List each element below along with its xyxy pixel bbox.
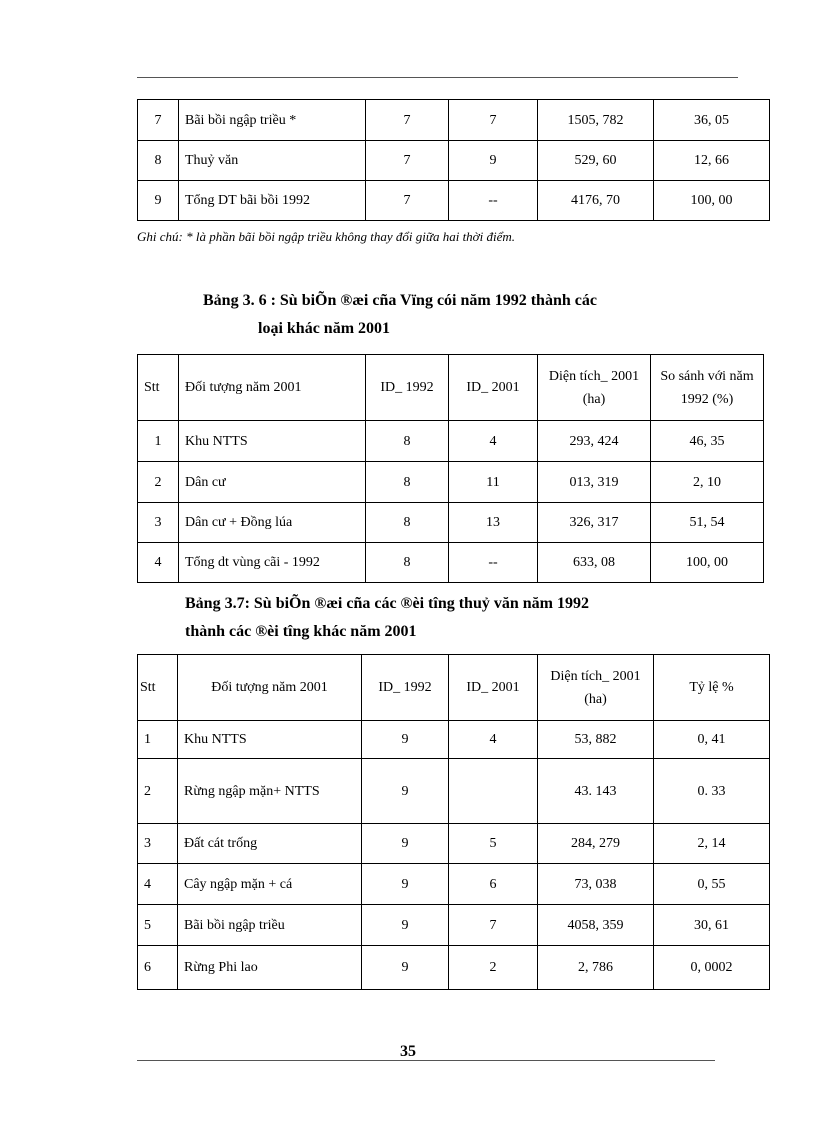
table-row xyxy=(138,946,770,990)
table-3-caption-line-1: Bảng 3.7: Sù biÕn ®æi cña các ®èi tîng thuỷ văn năm 1992 xyxy=(185,595,589,612)
cell: Bãi bồi ngập triều xyxy=(178,905,362,946)
table-3 xyxy=(137,654,770,990)
cell: 9 xyxy=(138,181,179,221)
table-row xyxy=(138,824,770,864)
cell: 8 xyxy=(366,421,449,462)
header-cell: ID_ 1992 xyxy=(362,655,449,721)
cell: Rừng ngập mặn+ NTTS xyxy=(178,759,362,824)
header-rule xyxy=(137,77,738,78)
cell: Khu NTTS xyxy=(179,421,366,462)
cell: 73, 038 xyxy=(538,864,654,905)
cell: -- xyxy=(449,543,538,583)
cell: 9 xyxy=(362,759,449,824)
cell: Rừng Phi lao xyxy=(178,946,362,990)
cell: 2 xyxy=(138,462,179,503)
table-2-caption-line-2: loại khác năm 2001 xyxy=(258,320,391,337)
cell: 43. 143 xyxy=(538,759,654,824)
cell: Dân cư + Đồng lúa xyxy=(179,503,366,543)
header-cell: Đối tượng năm 2001 xyxy=(178,655,362,721)
header-cell: Diện tích_ 2001 (ha) xyxy=(538,655,654,721)
cell: 7 xyxy=(449,100,538,141)
cell: 3 xyxy=(138,824,178,864)
table-note: Ghi chú: * là phần bãi bồi ngập triều không thay đổi giữa hai thời điểm. xyxy=(137,229,515,244)
cell: 1 xyxy=(138,421,179,462)
cell: 9 xyxy=(362,946,449,990)
cell: Cây ngập mặn + cá xyxy=(178,864,362,905)
table-row xyxy=(138,721,770,759)
cell: Khu NTTS xyxy=(178,721,362,759)
header-cell: So sánh với năm 1992 (%) xyxy=(651,355,764,421)
cell: 8 xyxy=(366,462,449,503)
cell: 0, 41 xyxy=(654,721,770,759)
cell: 12, 66 xyxy=(654,141,770,181)
cell: 2, 10 xyxy=(651,462,764,503)
table-row xyxy=(138,100,770,141)
table-2 xyxy=(137,354,764,583)
cell: 4176, 70 xyxy=(538,181,654,221)
cell: 7 xyxy=(366,141,449,181)
table-3-caption-line-2: thành các ®èi tîng khác năm 2001 xyxy=(185,623,417,640)
cell: 11 xyxy=(449,462,538,503)
cell: Tổng DT bãi bồi 1992 xyxy=(179,181,366,221)
cell: 529, 60 xyxy=(538,141,654,181)
cell: 2 xyxy=(138,759,178,824)
cell: 13 xyxy=(449,503,538,543)
cell: Thuỷ văn xyxy=(179,141,366,181)
table-2-caption-line-1: Bảng 3. 6 : Sù biÕn ®æi cña Vïng cói năm 1992 thành các xyxy=(203,292,597,309)
cell: 8 xyxy=(366,503,449,543)
cell: 326, 317 xyxy=(538,503,651,543)
cell: Dân cư xyxy=(179,462,366,503)
cell: 9 xyxy=(362,721,449,759)
cell: 6 xyxy=(138,946,178,990)
cell: 51, 54 xyxy=(651,503,764,543)
cell: 9 xyxy=(362,864,449,905)
header-cell: ID_ 2001 xyxy=(449,355,538,421)
table-row xyxy=(138,905,770,946)
cell: 293, 424 xyxy=(538,421,651,462)
cell: 53, 882 xyxy=(538,721,654,759)
cell: 2, 14 xyxy=(654,824,770,864)
header-cell: ID_ 2001 xyxy=(449,655,538,721)
table-row xyxy=(138,543,764,583)
cell: 8 xyxy=(366,543,449,583)
cell: 3 xyxy=(138,503,179,543)
cell: 0. 33 xyxy=(654,759,770,824)
footer-rule xyxy=(137,1060,715,1061)
header-cell: ID_ 1992 xyxy=(366,355,449,421)
table-row xyxy=(138,462,764,503)
cell: 46, 35 xyxy=(651,421,764,462)
cell: 9 xyxy=(449,141,538,181)
cell: 0, 55 xyxy=(654,864,770,905)
cell: 100, 00 xyxy=(654,181,770,221)
cell: 633, 08 xyxy=(538,543,651,583)
table-row xyxy=(138,141,770,181)
table-header-row xyxy=(138,655,770,721)
cell: 5 xyxy=(138,905,178,946)
cell: 30, 61 xyxy=(654,905,770,946)
header-cell: Tỷ lệ % xyxy=(654,655,770,721)
cell: 4058, 359 xyxy=(538,905,654,946)
table-header-row xyxy=(138,355,764,421)
header-cell: Đối tượng năm 2001 xyxy=(179,355,366,421)
cell: 013, 319 xyxy=(538,462,651,503)
header-cell: Diện tích_ 2001 (ha) xyxy=(538,355,651,421)
header-cell: Stt xyxy=(138,355,179,421)
cell: 0, 0002 xyxy=(654,946,770,990)
cell: 7 xyxy=(138,100,179,141)
cell: 6 xyxy=(449,864,538,905)
cell: 284, 279 xyxy=(538,824,654,864)
cell: -- xyxy=(449,181,538,221)
cell: Đất cát trống xyxy=(178,824,362,864)
cell: 4 xyxy=(449,721,538,759)
cell: 7 xyxy=(449,905,538,946)
table-row xyxy=(138,421,764,462)
cell: 8 xyxy=(138,141,179,181)
page-number: 35 xyxy=(400,1043,416,1060)
cell: 7 xyxy=(366,100,449,141)
table-row xyxy=(138,503,764,543)
cell: 1 xyxy=(138,721,178,759)
cell: 5 xyxy=(449,824,538,864)
cell: 4 xyxy=(138,864,178,905)
cell: 9 xyxy=(362,824,449,864)
cell xyxy=(449,759,538,824)
cell: 2 xyxy=(449,946,538,990)
cell: 100, 00 xyxy=(651,543,764,583)
cell: 36, 05 xyxy=(654,100,770,141)
table-row xyxy=(138,759,770,824)
header-cell: Stt xyxy=(138,655,178,721)
table-1 xyxy=(137,99,770,221)
cell: 9 xyxy=(362,905,449,946)
cell: 1505, 782 xyxy=(538,100,654,141)
cell: 2, 786 xyxy=(538,946,654,990)
cell: 4 xyxy=(138,543,179,583)
cell: Bãi bồi ngập triều * xyxy=(179,100,366,141)
cell: 4 xyxy=(449,421,538,462)
cell: Tổng dt vùng cãi - 1992 xyxy=(179,543,366,583)
table-row xyxy=(138,181,770,221)
table-row xyxy=(138,864,770,905)
cell: 7 xyxy=(366,181,449,221)
